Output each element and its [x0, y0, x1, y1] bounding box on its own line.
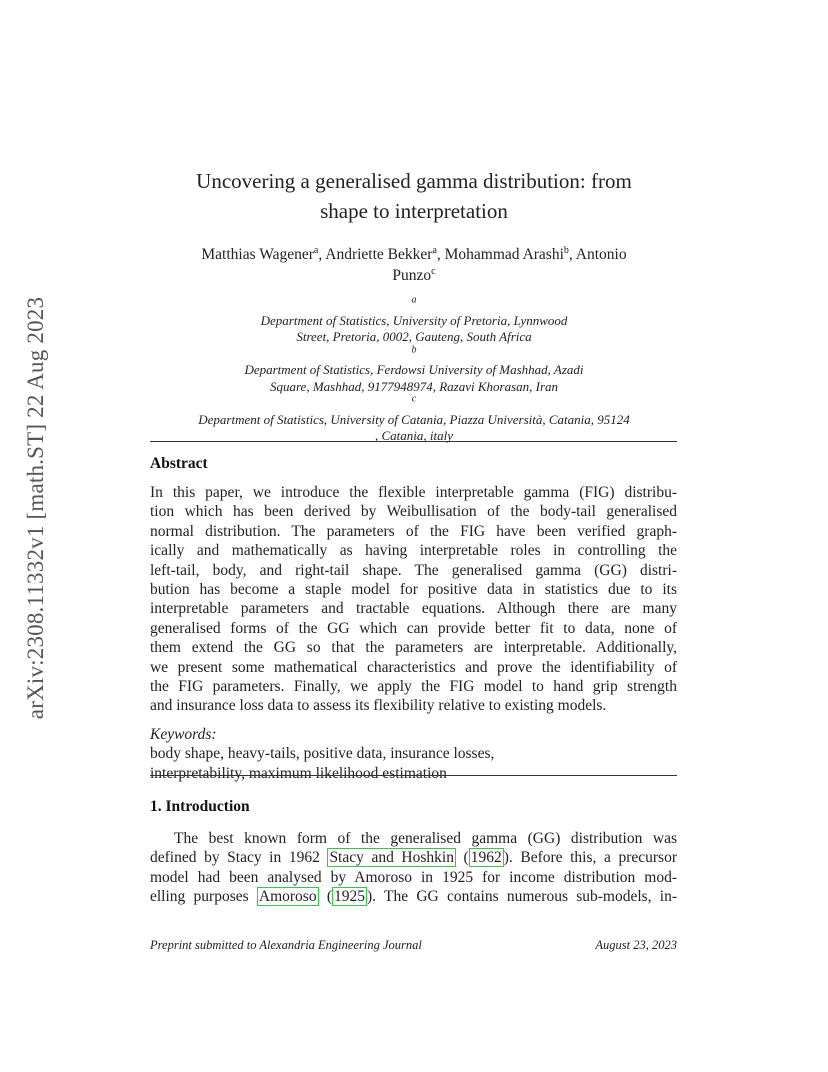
keywords-line-1: Keywords: body shape, heavy-tails, positive data, insurance losses, [150, 726, 495, 763]
abstract-line: them extend the GG so that the parameters are interpretable. Additionally, [150, 639, 677, 657]
author-name: Punzo [392, 267, 432, 284]
title-line-2: shape to interpretation [320, 199, 508, 223]
citation-link[interactable]: 1962 [470, 849, 502, 867]
citation-link[interactable]: Amoroso [258, 888, 317, 906]
paper-title [120, 166, 708, 226]
author-affiliation-mark: a [313, 244, 319, 256]
abstract-line: left-tail, body, and right-tail shape. The generalised gamma (GG) distri- [150, 561, 677, 579]
author-name: Antonio [575, 246, 627, 263]
abstract-line: tion which has been derived by Weibullisation of the body-tail generalised [150, 503, 677, 521]
affiliation-b-line-2: Square, Mashhad, 9177948974, Razavi Khorasan, Iran [269, 378, 559, 394]
intro-line: model had been analysed by Amoroso in 1925 for income distribution mod- [150, 868, 677, 886]
affiliation-b-line-1: $^b$ Department of Statistics, Ferdowsi University of Mashhad, Azadi [244, 344, 584, 377]
abstract-line: we present some mathematical characteristics and prove the identifiability of [150, 658, 677, 676]
affiliation-mark: a [411, 294, 417, 306]
intro-line: The best known form of the generalised gamma (GG) distribution was [174, 830, 677, 847]
top-divider [150, 441, 677, 442]
author-name: Mohammad Arashi [444, 246, 564, 263]
abstract-line: and insurance loss data to assess its flexibility relative to existing models. [150, 697, 607, 715]
abstract-line: generalised forms of the GG which can provide better fit to data, none of [150, 619, 677, 637]
abstract-line: the FIG parameters. Finally, we apply the FIG model to hand grip strength [150, 678, 677, 696]
author-list [150, 244, 678, 286]
section-heading-introduction: 1. Introduction [150, 798, 250, 815]
abstract-line: bution has become a staple model for positive data in statistics due to its [150, 581, 677, 599]
introduction-body [150, 829, 677, 907]
abstract-line: interpretable parameters and tractable equations. Although there are many [150, 600, 677, 618]
abstract-line: normal distribution. The parameters of the FIG have been verified graph- [150, 522, 677, 540]
intro-line: defined by Stacy in 1962 Stacy and Hoshkin ( 1962 ). Before this, a precursor [150, 849, 677, 867]
keywords-line-2: interpretability, maximum likelihood estimation [150, 764, 447, 782]
footer-journal: Preprint submitted to Alexandria Engineering Journal [150, 938, 422, 952]
author-name: Andriette Bekker [325, 246, 433, 263]
bottom-divider [150, 775, 677, 776]
abstract-line: ically and mathematically as having interpretable roles in controlling the [150, 542, 677, 560]
arxiv-side-stamp: arXiv:2308.11332v1 [math.ST] 22 Aug 2023 [23, 296, 48, 720]
affiliation-c-line-1: $^c$ Department of Statistics, University of Catania, Piazza Università, Catania, 95124 [198, 393, 630, 427]
footer-date: August 23, 2023 [595, 938, 677, 952]
author-affiliation-mark: b [563, 244, 569, 256]
abstract-heading: Abstract [150, 455, 208, 472]
author-line-1: Matthias Wagener$^a$, Andriette Bekker$^a$, Mohammad Arashi$^b$, Antonio [201, 244, 627, 263]
citation-link[interactable]: Stacy and Hoshkin [329, 849, 454, 867]
abstract-body [150, 483, 677, 716]
affiliation-c-line-2: , Catania, italy [375, 428, 453, 443]
citation-link[interactable]: 1925 [334, 888, 365, 906]
intro-line: elling purposes Amoroso ( 1925 ). The GG contains numerous sub-models, in- [150, 888, 678, 906]
affiliation-mark: c [411, 393, 417, 405]
affiliation-a-line-1: $^a$ Department of Statistics, University of Pretoria, Lynnwood [260, 294, 568, 328]
affiliation-mark: b [411, 344, 417, 356]
author-name: Matthias Wagener [201, 246, 314, 263]
title-line-1: Uncovering a generalised gamma distribution: from [196, 169, 632, 193]
keywords-label: Keywords: [150, 726, 217, 743]
author-affiliation-mark: a [432, 244, 437, 256]
abstract-line: In this paper, we introduce the flexible interpretable gamma (FIG) distribu- [150, 484, 677, 501]
affiliations [150, 296, 678, 445]
affiliation-a-line-2: Street, Pretoria, 0002, Gauteng, South Africa [296, 329, 532, 344]
author-line-2 [150, 265, 678, 286]
author-affiliation-mark: c [431, 265, 436, 277]
